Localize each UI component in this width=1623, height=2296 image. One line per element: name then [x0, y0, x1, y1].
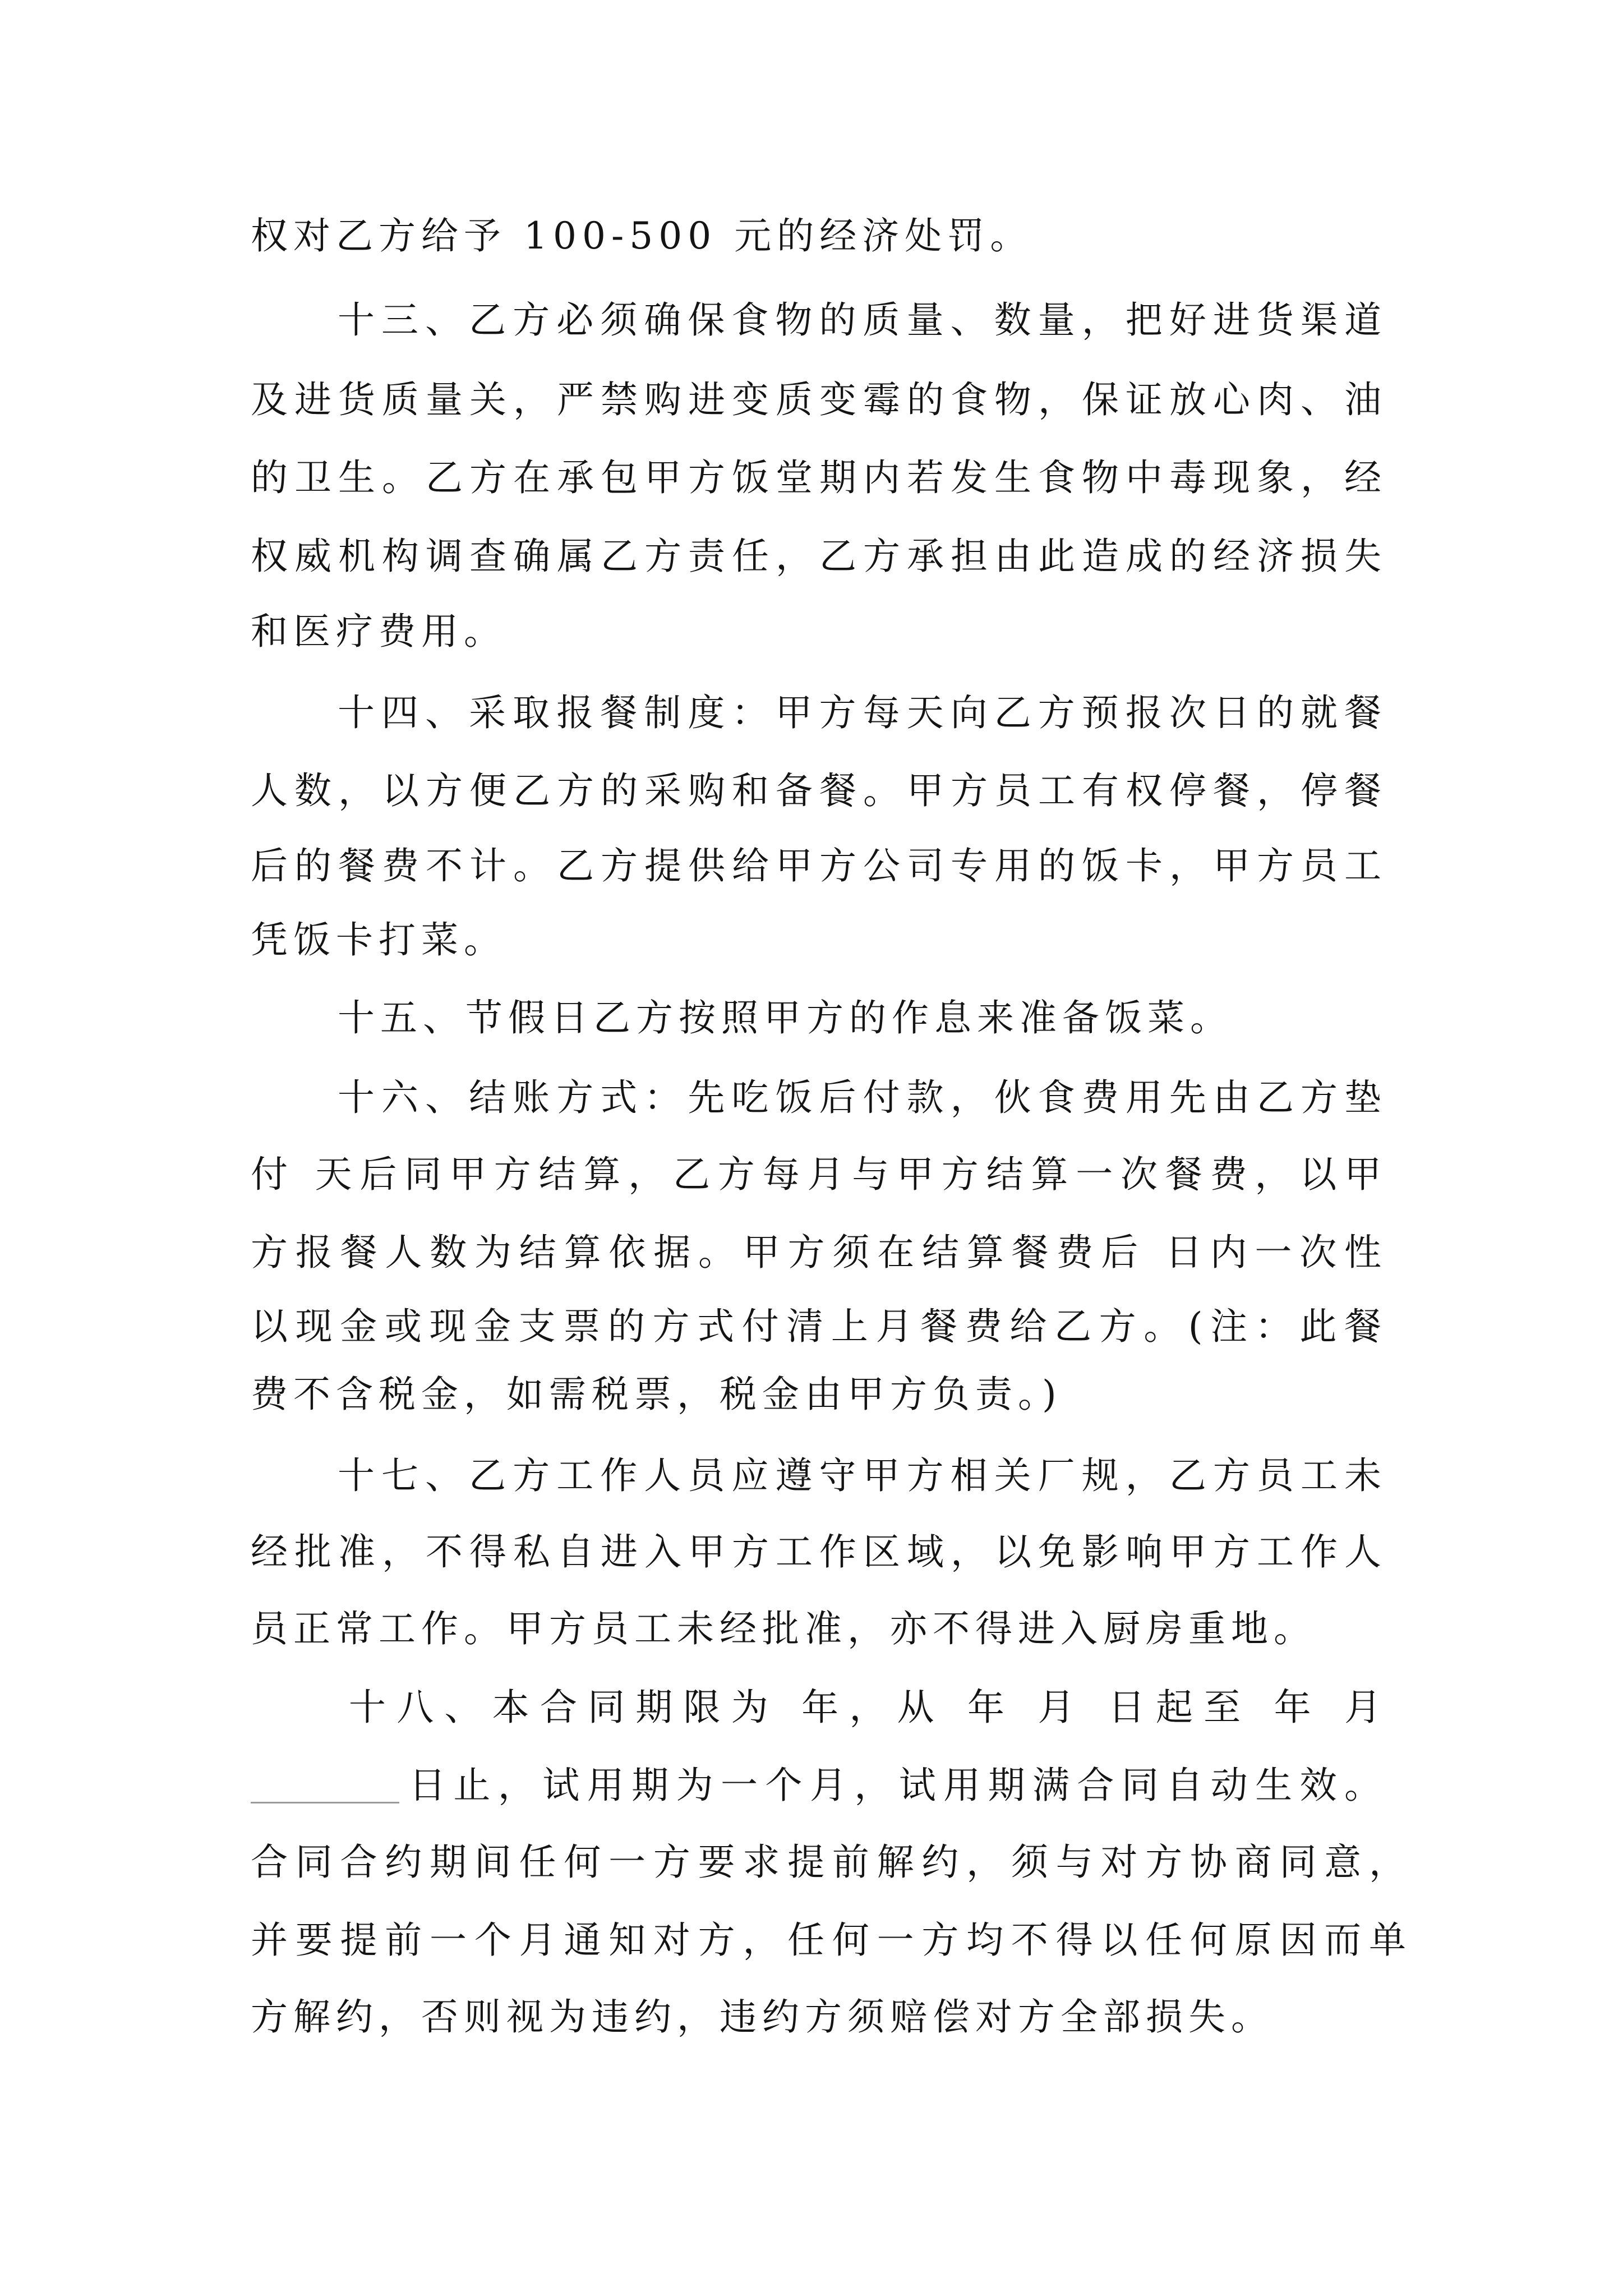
text-line: 的卫生。乙方在承包甲方饭堂期内若发生食物中毒现象，经: [251, 456, 1387, 499]
text-line: 十八、本合同期限为 年，从 年 月 日起至 年 月: [349, 1686, 1387, 1729]
text-line: 和医疗费用。: [251, 610, 506, 653]
text-line: 人数，以方便乙方的采购和备餐。甲方员工有权停餐，停餐: [251, 769, 1387, 812]
text-line: 后的餐费不计。乙方提供给甲方公司专用的饭卡，甲方员工: [251, 844, 1387, 887]
text-line: 十五、节假日乙方按照甲方的作息来准备饭菜。: [338, 996, 1233, 1039]
text-line: 并要提前一个月通知对方，任何一方均不得以任何原因而单: [251, 1918, 1412, 1962]
text-line: 付 天后同甲方结算，乙方每月与甲方结算一次餐费，以甲: [251, 1153, 1387, 1196]
text-line: 及进货质量关，严禁购进变质变霉的食物，保证放心肉、油: [251, 378, 1387, 421]
text-line: 员正常工作。甲方员工未经批准，亦不得进入厨房重地。: [251, 1607, 1316, 1650]
text-line: 经批准，不得私自进入甲方工作区域，以免影响甲方工作人: [251, 1530, 1387, 1573]
text-line: 十六、结账方式：先吃饭后付款，伙食费用先由乙方垫: [338, 1076, 1387, 1119]
text-line: 权对乙方给予 100-500 元的经济处罚。: [251, 214, 1033, 257]
fill-in-blank-underline: [251, 1802, 399, 1803]
text-line: 合同合约期间任何一方要求提前解约，须与对方协商同意，: [251, 1841, 1412, 1884]
text-line: 十三、乙方必须确保食物的质量、数量，把好进货渠道: [338, 298, 1387, 342]
text-line: 方解约，否则视为违约，违约方须赔偿对方全部损失。: [251, 1995, 1274, 2039]
text-line: 十四、采取报餐制度：甲方每天向乙方预报次日的就餐: [338, 691, 1387, 734]
text-line: 费不含税金，如需税票，税金由甲方负责。): [251, 1373, 1062, 1416]
text-line: 十七、乙方工作人员应遵守甲方相关厂规，乙方员工未: [338, 1454, 1387, 1497]
text-line: 权威机构调查确属乙方责任，乙方承担由此造成的经济损失: [251, 535, 1387, 578]
text-line: 以现金或现金支票的方式付清上月餐费给乙方。(注：此餐: [251, 1305, 1387, 1348]
text-line: 日止，试用期为一个月，试用期满合同自动生效。: [409, 1764, 1387, 1807]
text-line: 凭饭卡打菜。: [251, 918, 506, 961]
text-line: 方报餐人数为结算依据。甲方须在结算餐费后 日内一次性: [251, 1231, 1387, 1274]
